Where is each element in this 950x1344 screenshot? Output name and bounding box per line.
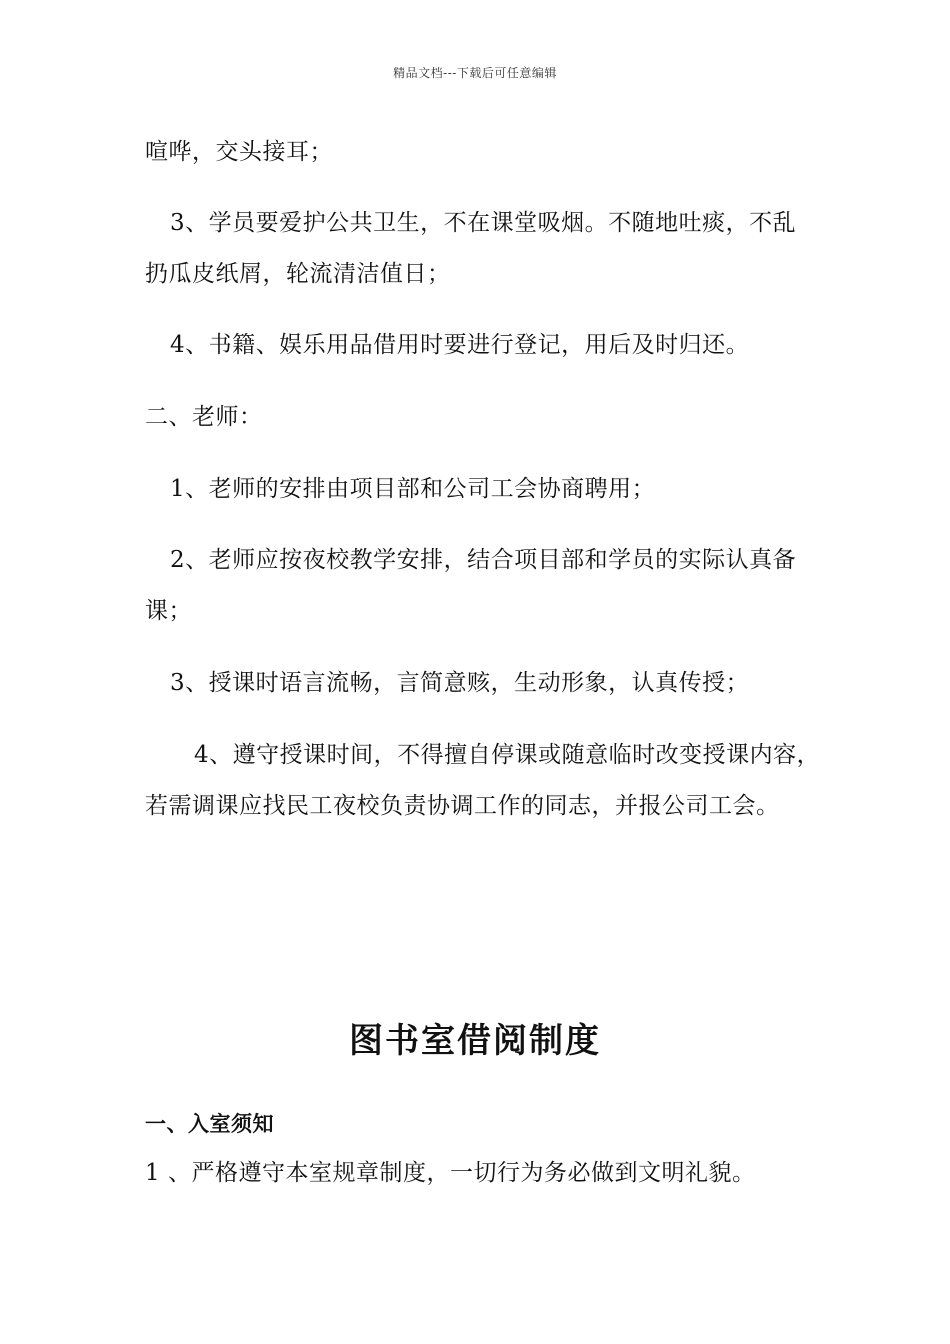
body-line: 1、老师的安排由项目部和公司工会协商聘用； <box>170 476 656 502</box>
body-line: 2、老师应按夜校教学安排，结合项目部和学员的实际认真备 <box>170 547 797 573</box>
body-line: 3、授课时语言流畅，言简意赅，生动形象，认真传授； <box>170 670 750 696</box>
body-line: 4、遵守授课时间，不得擅自停课或随意临时改变授课内容， <box>194 742 821 768</box>
body-line: 若需调课应找民工夜校负责协调工作的同志，并报公司工会。 <box>145 793 780 819</box>
section-heading-teachers: 二、老师： <box>145 404 263 430</box>
body-line: 4、书籍、娱乐用品借用时要进行登记，用后及时归还。 <box>170 332 750 358</box>
page-title: 图书室借阅制度 <box>349 1021 601 1061</box>
body-line: 扔瓜皮纸屑，轮流清洁值日； <box>145 261 451 287</box>
subheading-entry-notice: 一、入室须知 <box>145 1111 274 1136</box>
body-line: 课； <box>145 598 192 624</box>
rule-item: 1 、严格遵守本室规章制度，一切行为务必做到文明礼貌。 <box>145 1160 756 1186</box>
body-line: 3、学员要爱护公共卫生，不在课堂吸烟。不随地吐痰，不乱 <box>170 210 797 236</box>
document-header-note: 精品文档---下载后可任意编辑 <box>393 66 557 80</box>
body-line: 喧哗，交头接耳； <box>145 139 333 165</box>
